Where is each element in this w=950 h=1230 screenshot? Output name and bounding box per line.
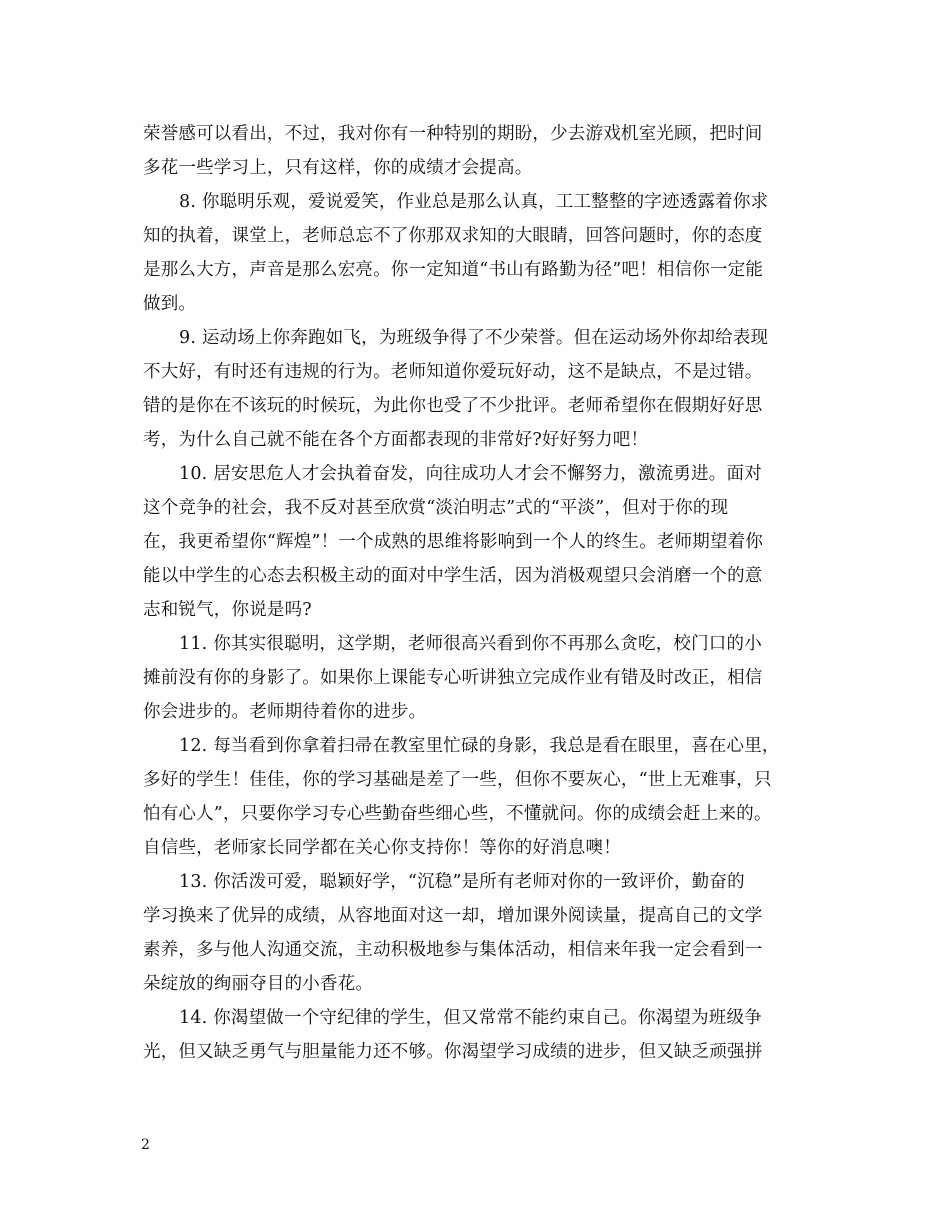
paragraph-line: 这个竞争的社会，我不反对甚至欣赏“淡泊明志”式的“平淡”，但对于你的现 <box>143 498 729 518</box>
paragraph-first-line: 13. 你活泼可爱，聪颖好学，“沉稳”是所有老师对你的一致评价，勤奋的 <box>179 872 745 892</box>
paragraph-line: 不大好，有时还有违规的行为。老师知道你爱玩好动，这不是缺点，不是过错。 <box>143 362 763 382</box>
paragraph-line: 自信些，老师家长同学都在关心你支持你！等你的好消息噢！ <box>143 838 621 858</box>
paragraph-line: 多花一些学习上，只有这样，你的成绩才会提高。 <box>143 158 533 178</box>
paragraph-line: 考，为什么自己就不能在各个方面都表现的非常好?好好努力吧！ <box>143 430 649 450</box>
paragraph-line: 知的执着，课堂上，老师总忘不了你那双求知的大眼睛，回答问题时，你的态度 <box>143 226 763 246</box>
paragraph-line: 做到。 <box>143 294 197 314</box>
paragraph-line: 光，但又缺乏勇气与胆量能力还不够。你渴望学习成绩的进步，但又缺乏顽强拼 <box>143 1042 763 1062</box>
paragraph-first-line: 10. 居安思危人才会执着奋发，向往成功人才会不懈努力，激流勇进。面对 <box>179 464 762 484</box>
paragraph-line: 朵绽放的绚丽夺目的小香花。 <box>143 974 374 994</box>
paragraph-line: 多好的学生！佳佳，你的学习基础是差了一些，但你不要灰心，“世上无难事，只 <box>143 770 772 790</box>
paragraph-line: 荣誉感可以看出，不过，我对你有一种特别的期盼，少去游戏机室光顾，把时间 <box>143 124 763 144</box>
page-number: 2 <box>141 1137 150 1153</box>
paragraph-line: 错的是你在不该玩的时候玩，为此你也受了不少批评。老师希望你在假期好好思 <box>143 396 763 416</box>
paragraph-line: 怕有心人”，只要你学习专心些勤奋些细心些，不懂就问。你的成绩会赶上来的。 <box>143 804 772 824</box>
paragraph-line: 在，我更希望你“辉煌”！一个成熟的思维将影响到一个人的终生。老师期望着你 <box>143 532 764 552</box>
document-body <box>143 117 823 1069</box>
paragraph-first-line: 12. 每当看到你拿着扫帚在教室里忙碌的身影，我总是看在眼里，喜在心里， <box>179 736 780 756</box>
paragraph-line: 素养，多与他人沟通交流，主动积极地参与集体活动，相信来年我一定会看到一 <box>143 940 763 960</box>
paragraph-first-line: 9. 运动场上你奔跑如飞，为班级争得了不少荣誉。但在运动场外你却给表现 <box>179 328 769 348</box>
paragraph-line: 摊前没有你的身影了。如果你上课能专心听讲独立完成作业有错及时改正，相信 <box>143 668 763 688</box>
paragraph-first-line: 14. 你渴望做一个守纪律的学生，但又常常不能约束自己。你渴望为班级争 <box>179 1008 762 1028</box>
paragraph-line: 学习换来了优异的成绩，从容地面对这一却，增加课外阅读量，提高自己的文学 <box>143 906 763 926</box>
paragraph-line: 是那么大方，声音是那么宏亮。你一定知道“书山有路勤为径”吧！相信你一定能 <box>143 260 764 280</box>
paragraph-first-line: 8. 你聪明乐观，爱说爱笑，作业总是那么认真，工工整整的字迹透露着你求 <box>179 192 769 212</box>
paragraph-first-line: 11. 你其实很聪明，这学期，老师很高兴看到你不再那么贪吃，校门口的小 <box>179 634 762 654</box>
paragraph-line: 志和锐气，你说是吗? <box>143 600 312 620</box>
paragraph-line: 能以中学生的心态去积极主动的面对中学生活，因为消极观望只会消磨一个的意 <box>143 566 763 586</box>
paragraph-line: 你会进步的。老师期待着你的进步。 <box>143 702 427 722</box>
